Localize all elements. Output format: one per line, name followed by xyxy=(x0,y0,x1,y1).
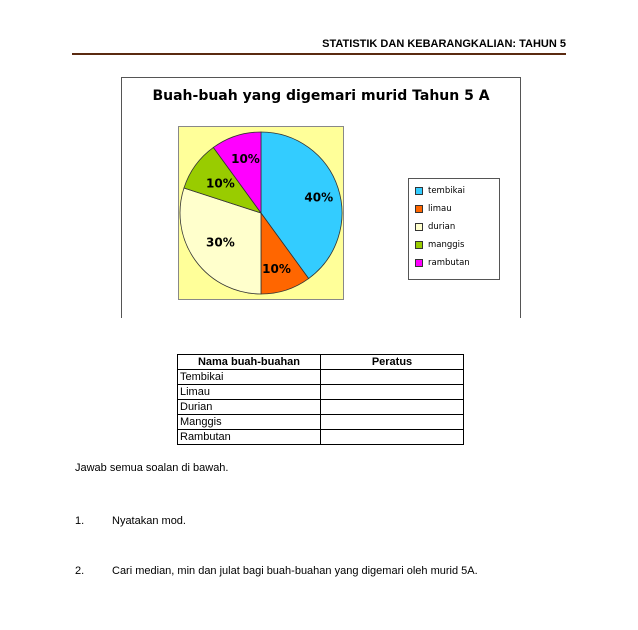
table-row xyxy=(178,430,464,445)
percent-cell[interactable] xyxy=(321,400,464,415)
percent-cell[interactable] xyxy=(321,385,464,400)
page-header-title: STATISTIK DAN KEBARANGKALIAN: TAHUN 5 xyxy=(322,38,566,50)
question-2 xyxy=(75,565,478,577)
legend-label: durian xyxy=(428,222,456,232)
question-text: Nyatakan mod. xyxy=(112,515,186,527)
instructions: Jawab semua soalan di bawah. xyxy=(75,462,229,474)
legend-label: rambutan xyxy=(428,258,470,268)
legend-swatch xyxy=(415,259,423,267)
pie-svg xyxy=(179,127,343,299)
question-number: 1. xyxy=(75,515,85,527)
column-header-name: Nama buah-buahan xyxy=(178,355,321,370)
legend-item-manggis xyxy=(415,239,464,251)
chart-title: Buah-buah yang digemari murid Tahun 5 A xyxy=(152,88,490,104)
table-header-row xyxy=(178,355,464,370)
data-label-tembikai: 40% xyxy=(304,190,334,205)
fruit-name-cell: Durian xyxy=(178,400,321,415)
data-label-rambutan: 10% xyxy=(231,152,260,167)
fruit-name-cell: Manggis xyxy=(178,415,321,430)
legend-item-durian xyxy=(415,221,455,233)
fruit-name-cell: Tembikai xyxy=(178,370,321,385)
pie-chart xyxy=(121,77,521,318)
data-label-limau: 10% xyxy=(262,261,291,276)
legend-label: limau xyxy=(428,204,452,214)
percent-cell[interactable] xyxy=(321,415,464,430)
table-row xyxy=(178,385,464,400)
legend-swatch xyxy=(415,241,423,249)
legend-swatch xyxy=(415,205,423,213)
table-row xyxy=(178,415,464,430)
frequency-table xyxy=(177,354,464,445)
table-row xyxy=(178,370,464,385)
column-header-percent: Peratus xyxy=(321,355,464,370)
legend-swatch xyxy=(415,223,423,231)
percent-cell[interactable] xyxy=(321,370,464,385)
table-row xyxy=(178,400,464,415)
header-rule xyxy=(72,53,566,55)
legend-item-tembikai xyxy=(415,185,465,197)
legend-label: tembikai xyxy=(428,186,465,196)
plot-area xyxy=(178,126,344,300)
question-1 xyxy=(75,515,186,527)
legend-label: manggis xyxy=(428,240,465,250)
legend-item-limau xyxy=(415,203,452,215)
data-label-durian: 30% xyxy=(206,235,235,250)
legend-item-rambutan xyxy=(415,257,470,269)
chart-legend xyxy=(408,178,500,280)
fruit-name-cell: Limau xyxy=(178,385,321,400)
question-text: Cari median, min dan julat bagi buah-buahan yang digemari oleh murid 5A. xyxy=(112,565,478,577)
question-number: 2. xyxy=(75,565,85,577)
fruit-name-cell: Rambutan xyxy=(178,430,321,445)
legend-swatch xyxy=(415,187,423,195)
percent-cell[interactable] xyxy=(321,430,464,445)
data-label-manggis: 10% xyxy=(206,176,235,191)
